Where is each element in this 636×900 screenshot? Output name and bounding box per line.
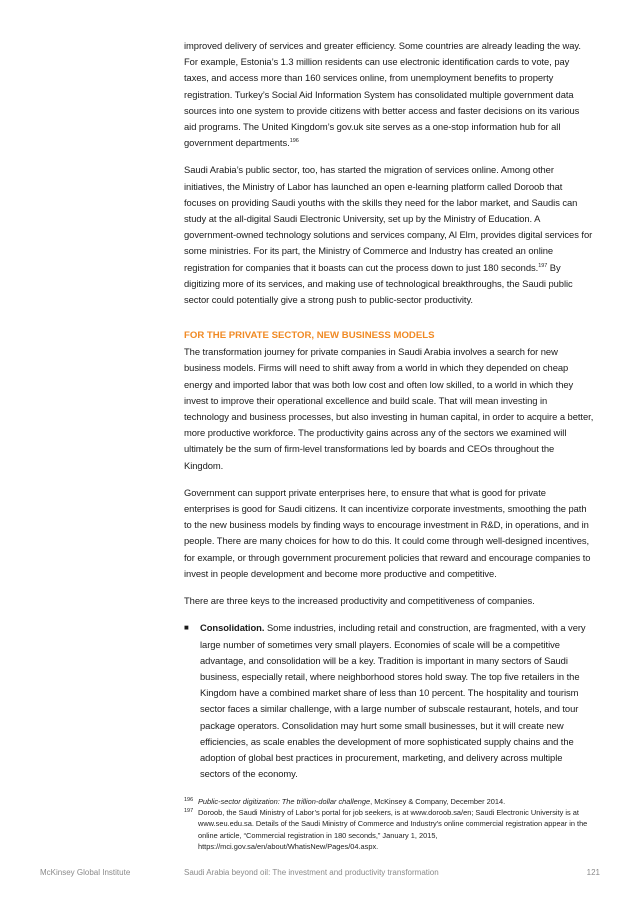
paragraph-text-continued: By digitizing more of its services, and making use of technological breakthroughs, the Saudi public sector could potentially give a strong push to public-sector productivity. [184, 261, 573, 306]
footnotes [184, 796, 596, 852]
footnote-197 [184, 807, 596, 852]
footnote-196 [184, 796, 596, 807]
bullet-body [200, 620, 594, 782]
footnote-ref-196[interactable]: 196 [289, 138, 299, 145]
square-bullet-icon: ■ [184, 623, 189, 633]
footnote-title: Public-sector digitization: The trillion-dollar challenge [198, 797, 371, 806]
paragraph-three-keys: There are three keys to the increased productivity and competitiveness of companies. [184, 595, 535, 607]
page-footer [0, 868, 636, 882]
footnote-number: 196 [184, 797, 194, 803]
paragraph-business-models: The transformation journey for private companies in Saudi Arabia involves a search for new business models. Firms will need to shift away from a world in which they depended on cheap energy and imported labor that was both low cost and often low skilled, to a world in which they invest to improve their operational excellence and build scale. That will mean investing in technology and business processes, but also investing in human capital, in order to acquire a better, more productive workforce. The productivity gains across any of the sectors we examined will ultimately be the sum of firm-level transformations led by boards and CEOs throughout the Kingdom. [184, 346, 594, 471]
footer-publisher: McKinsey Global Institute [40, 868, 131, 877]
bullet-text: Some industries, including retail and construction, are fragmented, with a very large number of sometimes very small players. Economies of scale will be a competitive advantage, and consolidation will be a key. Tradition is important in many sectors of Saudi business, especially retail, where neighborhood stores hold sway. The top five retailers in the Kingdom have a combined market share of less than 10 percent. The hospitality and tourism sector faces a similar challenge, with a large number of subscale restaurant, hotels, and tour package operators. Consolidation may hurt some small businesses, but it will create new efficiencies, as scale enables the development of more sophisticated supply chains and the adoption of global best practices in procurement, marketing, and delivery across multiple sectors of the economy. [200, 622, 586, 780]
footnote-number: 197 [184, 808, 194, 815]
bullet-lead: Consolidation. [200, 622, 265, 634]
footnote-text: , McKinsey & Company, December 2014. [370, 797, 506, 806]
paragraph-text: Saudi Arabia’s public sector, too, has started the migration of services online. Among other initiatives, the Ministry of Labor has launched an open e-learning platform called Doroob that focuses on providing Saudi youths with the skills they need for the labor market, and Saudis can study at the all-digital Saudi Electronic University, set up by the Ministry of Education. A government-owned technology solutions and services company, Al Elm, provides digital services for some ministries. For its part, the Ministry of Commerce and Industry has created an online registration for companies that it boasts can cut the process down to just 180 seconds. [184, 164, 593, 273]
section-heading: FOR THE PRIVATE SECTOR, NEW BUSINESS MODELS [184, 330, 435, 342]
paragraph-digital-services [184, 38, 594, 151]
paragraph-saudi-public-sector [184, 162, 594, 308]
footnote-text: Doroob, the Saudi Ministry of Labor’s portal for job seekers, is at www.doroob.sa/en; Saudi Electronic University is at www.seu.edu.sa. Details of the Saudi Ministry of Commerce and Industry’s online commercial registration appear in the online article, “Commercial registration in 180 seconds,” January 1, 2015, https://mci.gov.sa/en/about/WhatisNew/Pages/04.aspx. [198, 808, 588, 851]
footnote-ref-197[interactable]: 197 [538, 262, 548, 269]
paragraph-text: improved delivery of services and greater efficiency. Some countries are already leading the way. For example, Estonia’s 1.3 million residents can use electronic identification cards to vote, pay taxes, and access more than 160 services online, from unemployment benefits to property registration. Turkey’s Social Aid Information System has consolidated multiple government data sources into one system to provide citizens with better access and faster decisions on its various aid programs. The United Kingdom’s gov.uk site serves as a one-stop information hub for all government departments. [184, 40, 581, 149]
bullet-consolidation [184, 620, 594, 782]
main-content [184, 38, 594, 782]
footer-report-title: Saudi Arabia beyond oil: The investment and productivity transformation [184, 868, 439, 877]
page-number: 121 [586, 868, 600, 877]
paragraph-government-support: Government can support private enterprises here, to ensure that what is good for private enterprises is good for Saudi citizens. It can incentivize corporate investments, smoothing the path to the new business models by finding ways to encourage investment in R&D, in operations, and in people. There are many choices for how to do this. It could come through well-designed incentives, for example, or through government procurement policies that reward and encourage companies to invest in people development and become more productive and competitive. [184, 486, 591, 579]
